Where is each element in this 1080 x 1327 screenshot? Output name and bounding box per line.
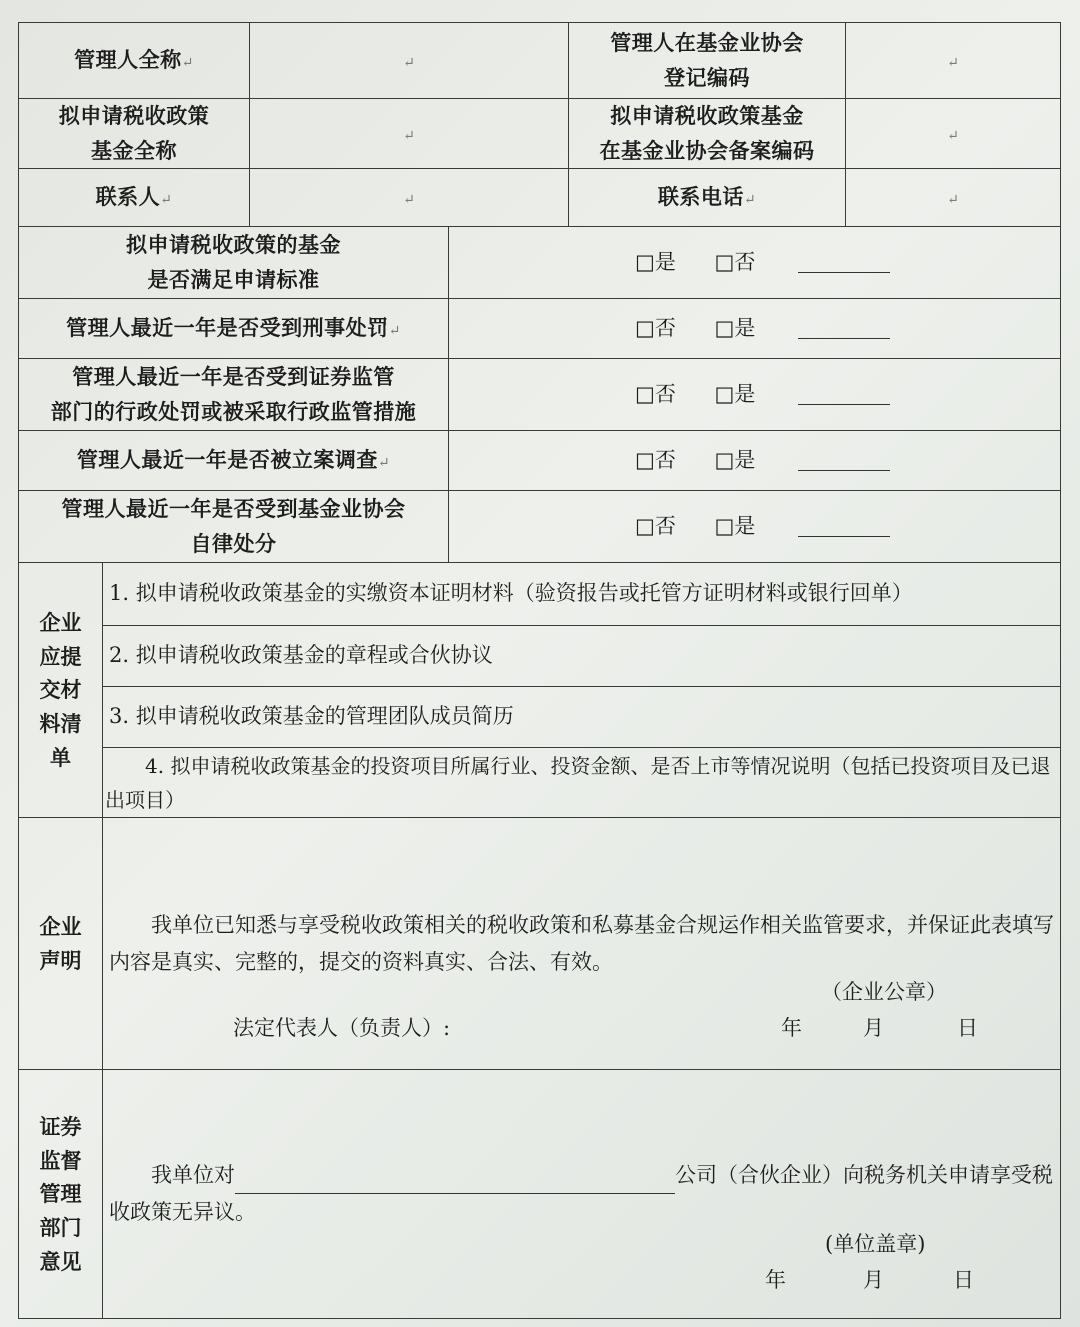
option-checkbox[interactable]: □否	[714, 249, 756, 274]
unit-seal-label: (单位盖章)	[825, 1232, 926, 1257]
option-checkbox[interactable]: □否	[634, 513, 676, 538]
fund-name-label: 拟申请税收政策 基金全称	[19, 99, 250, 169]
question-answer[interactable]	[449, 227, 1061, 299]
declaration-text: 我单位已知悉与享受税收政策相关的税收政策和私募基金合规运作相关监管要求，并保证此表填写内容是真实、完整的，提交的资料真实、合法、有效。	[109, 912, 1054, 974]
question-label: 管理人最近一年是否受到证券监管 部门的行政处罚或被采取行政监管措施	[19, 359, 449, 431]
note-blank[interactable]	[798, 254, 890, 273]
manager-name-field[interactable]: ↵	[250, 23, 569, 99]
regulator-opinion-text: 我单位对 公司（合伙企业）向税务机关申请享受税收政策无异议。	[109, 1163, 1053, 1225]
option-checkbox[interactable]: □否	[634, 381, 676, 406]
question-label: 管理人最近一年是否受到基金业协会 自律处分	[19, 491, 449, 563]
regulator-section-label: 证券 监督 管理 部门 意见	[19, 1070, 103, 1319]
contact-field[interactable]: ↵	[250, 169, 569, 227]
option-checkbox[interactable]: □是	[634, 249, 676, 274]
declaration-section-label: 企业 声明	[19, 818, 103, 1070]
note-blank[interactable]	[798, 386, 890, 405]
option-checkbox[interactable]: □是	[714, 447, 756, 472]
option-checkbox[interactable]: □是	[714, 315, 756, 340]
material-item: 4. 拟申请税收政策基金的投资项目所属行业、投资金额、是否上市等情况说明（包括已投资项目及已退出项目）	[103, 748, 1061, 818]
fund-record-code-field[interactable]: ↵	[846, 99, 1061, 169]
material-item: 2. 拟申请税收政策基金的章程或合伙协议	[103, 626, 1061, 687]
material-item: 3. 拟申请税收政策基金的管理团队成员简历	[103, 687, 1061, 748]
fund-name-field[interactable]: ↵	[250, 99, 569, 169]
note-blank[interactable]	[798, 320, 890, 339]
company-name-blank[interactable]	[235, 1171, 675, 1194]
option-checkbox[interactable]: □否	[634, 315, 676, 340]
option-checkbox[interactable]: □否	[634, 447, 676, 472]
material-item: 1. 拟申请税收政策基金的实缴资本证明材料（验资报告或托管方证明材料或银行回单）	[103, 563, 1061, 626]
option-checkbox[interactable]: □是	[714, 513, 756, 538]
regulator-opinion-cell	[103, 1070, 1061, 1319]
note-blank[interactable]	[798, 452, 890, 471]
legal-representative-label: 法定代表人（负责人）:	[233, 1016, 451, 1041]
manager-reg-code-field[interactable]: ↵	[846, 23, 1061, 99]
manager-reg-code-label: 管理人在基金业协会 登记编码	[569, 23, 846, 99]
phone-field[interactable]: ↵	[846, 169, 1061, 227]
question-label: 拟申请税收政策的基金 是否满足申请标准	[19, 227, 449, 299]
company-seal-label: （企业公章）	[821, 980, 947, 1005]
question-answer[interactable]	[449, 359, 1061, 431]
question-label: 管理人最近一年是否受到刑事处罚↵	[19, 299, 449, 359]
date-day: 日	[953, 1268, 974, 1293]
question-answer[interactable]	[449, 491, 1061, 563]
date-month: 月	[863, 1268, 884, 1293]
date-day: 日	[957, 1016, 978, 1041]
phone-label: 联系电话↵	[569, 169, 846, 227]
question-label: 管理人最近一年是否被立案调查↵	[19, 431, 449, 491]
date-year: 年	[765, 1268, 786, 1293]
declaration-cell	[103, 818, 1061, 1070]
materials-section-label: 企业 应提 交材 料清 单	[19, 563, 103, 818]
manager-name-label: 管理人全称↵	[19, 23, 250, 99]
option-checkbox[interactable]: □是	[714, 381, 756, 406]
date-month: 月	[863, 1016, 884, 1041]
fund-record-code-label: 拟申请税收政策基金 在基金业协会备案编码	[569, 99, 846, 169]
question-answer[interactable]	[449, 299, 1061, 359]
note-blank[interactable]	[798, 518, 890, 537]
contact-label: 联系人↵	[19, 169, 250, 227]
date-year: 年	[781, 1016, 802, 1041]
question-answer[interactable]	[449, 431, 1061, 491]
tax-policy-application-form	[18, 22, 1061, 1319]
